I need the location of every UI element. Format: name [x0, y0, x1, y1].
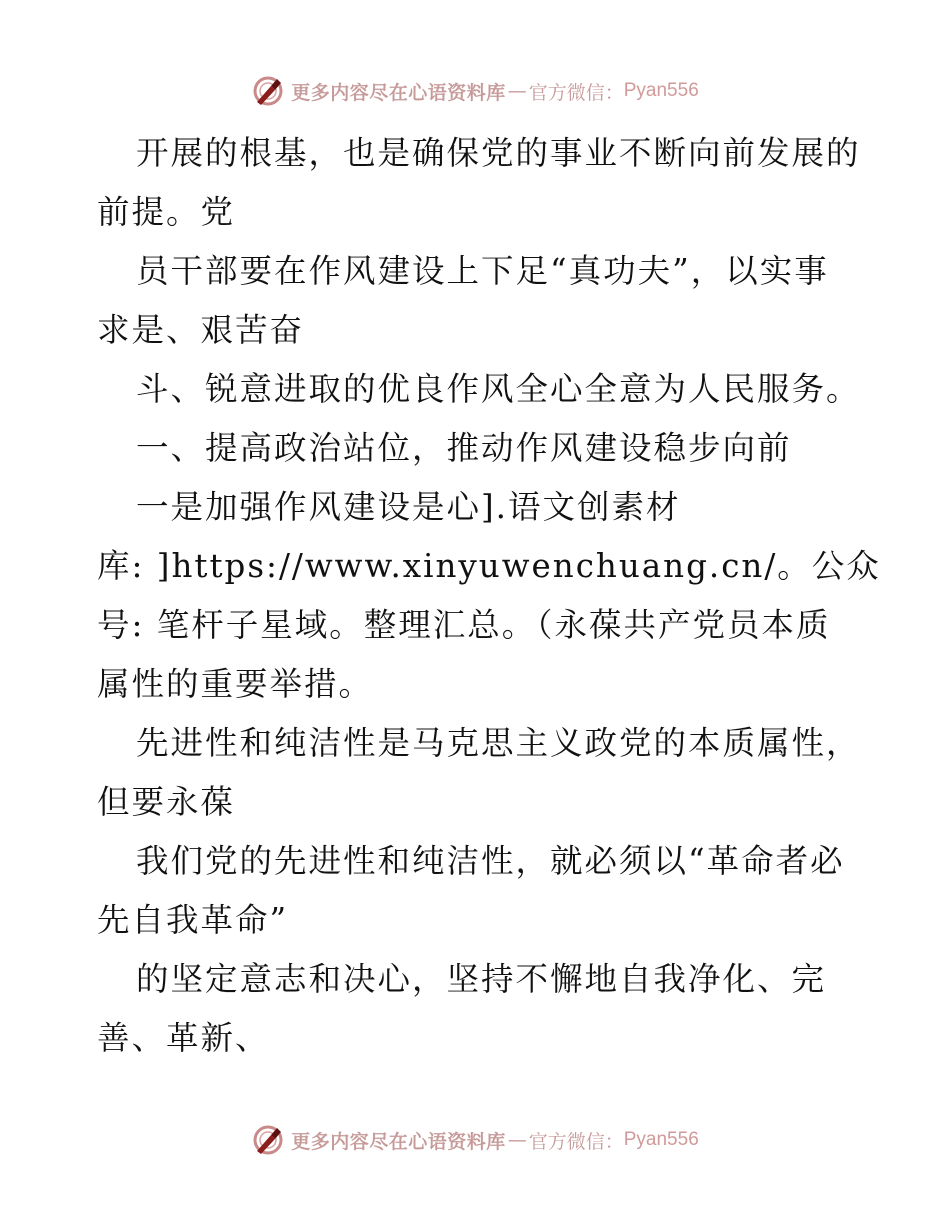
- pen-logo-icon: [251, 74, 285, 108]
- banner-main-text: 更多内容尽在心语资料库: [291, 81, 506, 104]
- banner-separator: —: [507, 80, 527, 102]
- text-line: 号: 笔杆子星域。整理汇总。（永葆共产党员本质: [97, 606, 831, 644]
- text-line: 员干部要在作风建设上下足“真功夫”，以实事: [136, 252, 829, 290]
- footer-watermark-banner: [0, 1120, 950, 1160]
- text-line: 属性的重要举措。: [97, 665, 374, 703]
- text-line: 我们党的先进性和纯洁性，就必须以“革命者必: [136, 842, 845, 880]
- banner-wechat-label: 官方微信：: [528, 81, 624, 104]
- text-line: 一、提高政治站位，推动作风建设稳步向前: [136, 429, 792, 467]
- text-line: 开展的根基，也是确保党的事业不断向前发展的: [136, 134, 861, 172]
- text-line: 库: ]https://www.xinyuwenchuang.cn/。公众: [97, 547, 881, 585]
- banner-separator: —: [507, 1129, 527, 1151]
- text-line: 斗、锐意进取的优良作风全心全意为人民服务。: [136, 370, 861, 408]
- text-line: 先进性和纯洁性是马克思主义政党的本质属性，: [136, 724, 861, 762]
- text-line: 求是、艰苦奋: [97, 311, 305, 349]
- text-line: 一是加强作风建设是心].语文创素材: [136, 488, 681, 526]
- header-watermark-banner: [0, 71, 950, 111]
- text-line: 先自我革命”: [97, 901, 289, 939]
- text-line: 但要永葆: [97, 783, 236, 821]
- pen-logo-icon: [251, 1123, 285, 1157]
- text-line: 善、革新、: [97, 1019, 270, 1057]
- text-line: 前提。党: [97, 193, 236, 231]
- document-body: [97, 124, 881, 1068]
- banner-wechat-id: Pyan556: [623, 80, 699, 101]
- banner-main-text: 更多内容尽在心语资料库: [291, 1130, 506, 1153]
- text-line: 的坚定意志和决心，坚持不懈地自我净化、完: [136, 960, 827, 998]
- banner-wechat-id: Pyan556: [623, 1129, 699, 1150]
- banner-wechat-label: 官方微信：: [528, 1130, 624, 1153]
